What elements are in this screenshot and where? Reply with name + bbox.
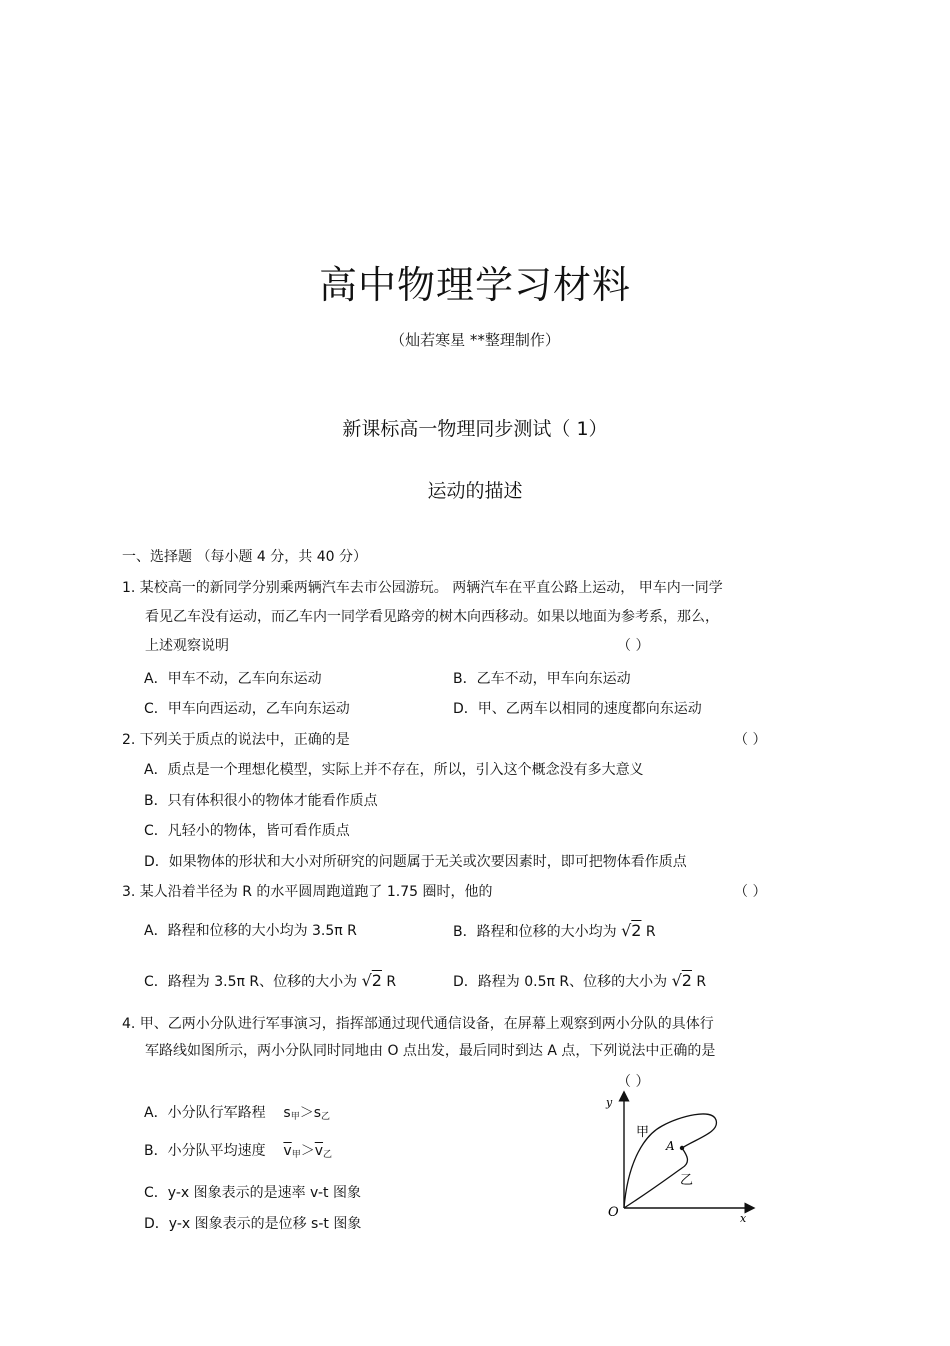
q3-option-d-text: D．路程为 0.5π R、位移的大小为 — [453, 974, 668, 990]
test-title: 新课标高一物理同步测试（ 1） — [342, 418, 608, 440]
subscript-jia: 甲 — [291, 1150, 301, 1160]
q1-option-d: D．甲、乙两车以相同的速度都向东运动 — [453, 701, 702, 717]
q3-answer-paren: （ ） — [734, 884, 767, 900]
q2-option-a: A．质点是一个理想化模型，实际上并不存在，所以，引入这个概念没有多大意义 — [144, 762, 644, 778]
q4-stem-line1: 4. 甲、乙两小分队进行军事演习，指挥部通过现代通信设备，在屏幕上观察到两小分队的具体行 — [122, 1016, 714, 1032]
sqrt-2-expression — [672, 971, 692, 990]
q4-answer-paren: （ ） — [617, 1074, 650, 1090]
sqrt-symbol: √ — [621, 921, 632, 940]
q4-stem-line2: 军路线如图所示，两小分队同时同地由 O 点出发，最后同时到达 A 点，下列说法中正确的是 — [145, 1043, 716, 1059]
path-yi-label: 乙 — [680, 1173, 694, 1188]
page-title: 高中物理学习材料 — [318, 263, 631, 307]
point-a-dot — [680, 1146, 684, 1150]
sqrt-radicand: 2 — [681, 971, 692, 990]
q4-option-d: D．y-x 图象表示的是位移 s-t 图象 — [144, 1216, 362, 1232]
page-subtitle: （灿若寒星 **整理制作） — [390, 331, 560, 349]
q2-option-b: B．只有体积很小的物体才能看作质点 — [144, 793, 378, 809]
route-diagram — [600, 1090, 760, 1230]
sqrt-symbol: √ — [671, 971, 682, 990]
x-axis-label: x — [740, 1212, 747, 1225]
q3-option-b-text: B．路程和位移的大小均为 — [453, 924, 617, 940]
q3-option-c-text: C．路程为 3.5π R、位移的大小为 — [144, 974, 358, 990]
q3-option-d — [453, 972, 706, 991]
q3-stem: 3. 某人沿着半径为 R 的水平圆周跑道跑了 1.75 圈时，他的 — [122, 884, 493, 900]
q1-option-a: A．甲车不动，乙车向东运动 — [144, 671, 322, 687]
subscript-yi: 乙 — [321, 1112, 331, 1122]
q1-option-b: B．乙车不动，甲车向东运动 — [453, 671, 631, 687]
q3-option-c — [144, 972, 396, 991]
radius-symbol: R — [645, 924, 656, 940]
sqrt-2-expression — [621, 921, 641, 940]
q4-option-a-text: A．小分队行军路程 — [144, 1105, 266, 1121]
q1-stem-line2: 看见乙车没有运动，而乙车内一同学看见路旁的树木向西移动。如果以地面为参考系，那么， — [145, 609, 719, 625]
q3-option-b — [453, 922, 656, 941]
q2-answer-paren: （ ） — [734, 732, 767, 748]
greater-than-sign: ＞ — [300, 1143, 315, 1159]
radius-symbol: R — [386, 974, 397, 990]
path-yi-curve — [624, 1148, 687, 1208]
chapter-title: 运动的描述 — [427, 480, 523, 502]
q1-option-c: C．甲车向西运动，乙车向东运动 — [144, 701, 350, 717]
q4-option-c: C．y-x 图象表示的是速率 v-t 图象 — [144, 1185, 361, 1201]
origin-label: O — [608, 1205, 619, 1220]
q4-option-a — [144, 1104, 330, 1126]
section-heading: 一、选择题 （每小题 4 分，共 40 分） — [122, 549, 367, 565]
q1-stem-line3: 上述观察说明 — [145, 638, 229, 654]
q2-option-d: D．如果物体的形状和大小对所研究的问题属于无关或次要因素时，即可把物体看作质点 — [144, 854, 687, 870]
q4-option-b-text: B．小分队平均速度 — [144, 1143, 266, 1159]
y-axis-label: y — [606, 1096, 613, 1109]
q2-option-c: C．凡轻小的物体，皆可看作质点 — [144, 823, 350, 839]
q3-option-a: A．路程和位移的大小均为 3.5π R — [144, 923, 357, 939]
path-length-symbol: s — [283, 1105, 291, 1121]
subscript-jia: 甲 — [290, 1112, 300, 1122]
path-jia-label: 甲 — [636, 1125, 650, 1140]
radius-symbol: R — [696, 974, 707, 990]
average-velocity-symbol: $\overline{v}$ — [283, 1143, 292, 1159]
q1-answer-paren: （ ） — [617, 638, 650, 654]
subscript-yi: 乙 — [323, 1150, 333, 1160]
sqrt-2-expression — [362, 971, 382, 990]
sqrt-radicand: 2 — [631, 921, 642, 940]
q2-stem: 2. 下列关于质点的说法中，正确的是 — [122, 732, 350, 748]
sqrt-radicand: 2 — [371, 971, 382, 990]
average-velocity-symbol: $\overline{v}$ — [314, 1143, 324, 1159]
path-length-symbol: s — [313, 1105, 321, 1121]
q1-stem-line1: 1. 某校高一的新同学分别乘两辆汽车去市公园游玩。 两辆汽车在平直公路上运动， 甲车内一同学 — [122, 580, 723, 596]
greater-than-sign: ＞ — [299, 1105, 314, 1121]
sqrt-symbol: √ — [361, 971, 372, 990]
point-a-label: A — [666, 1139, 675, 1153]
q4-option-b — [144, 1142, 332, 1164]
